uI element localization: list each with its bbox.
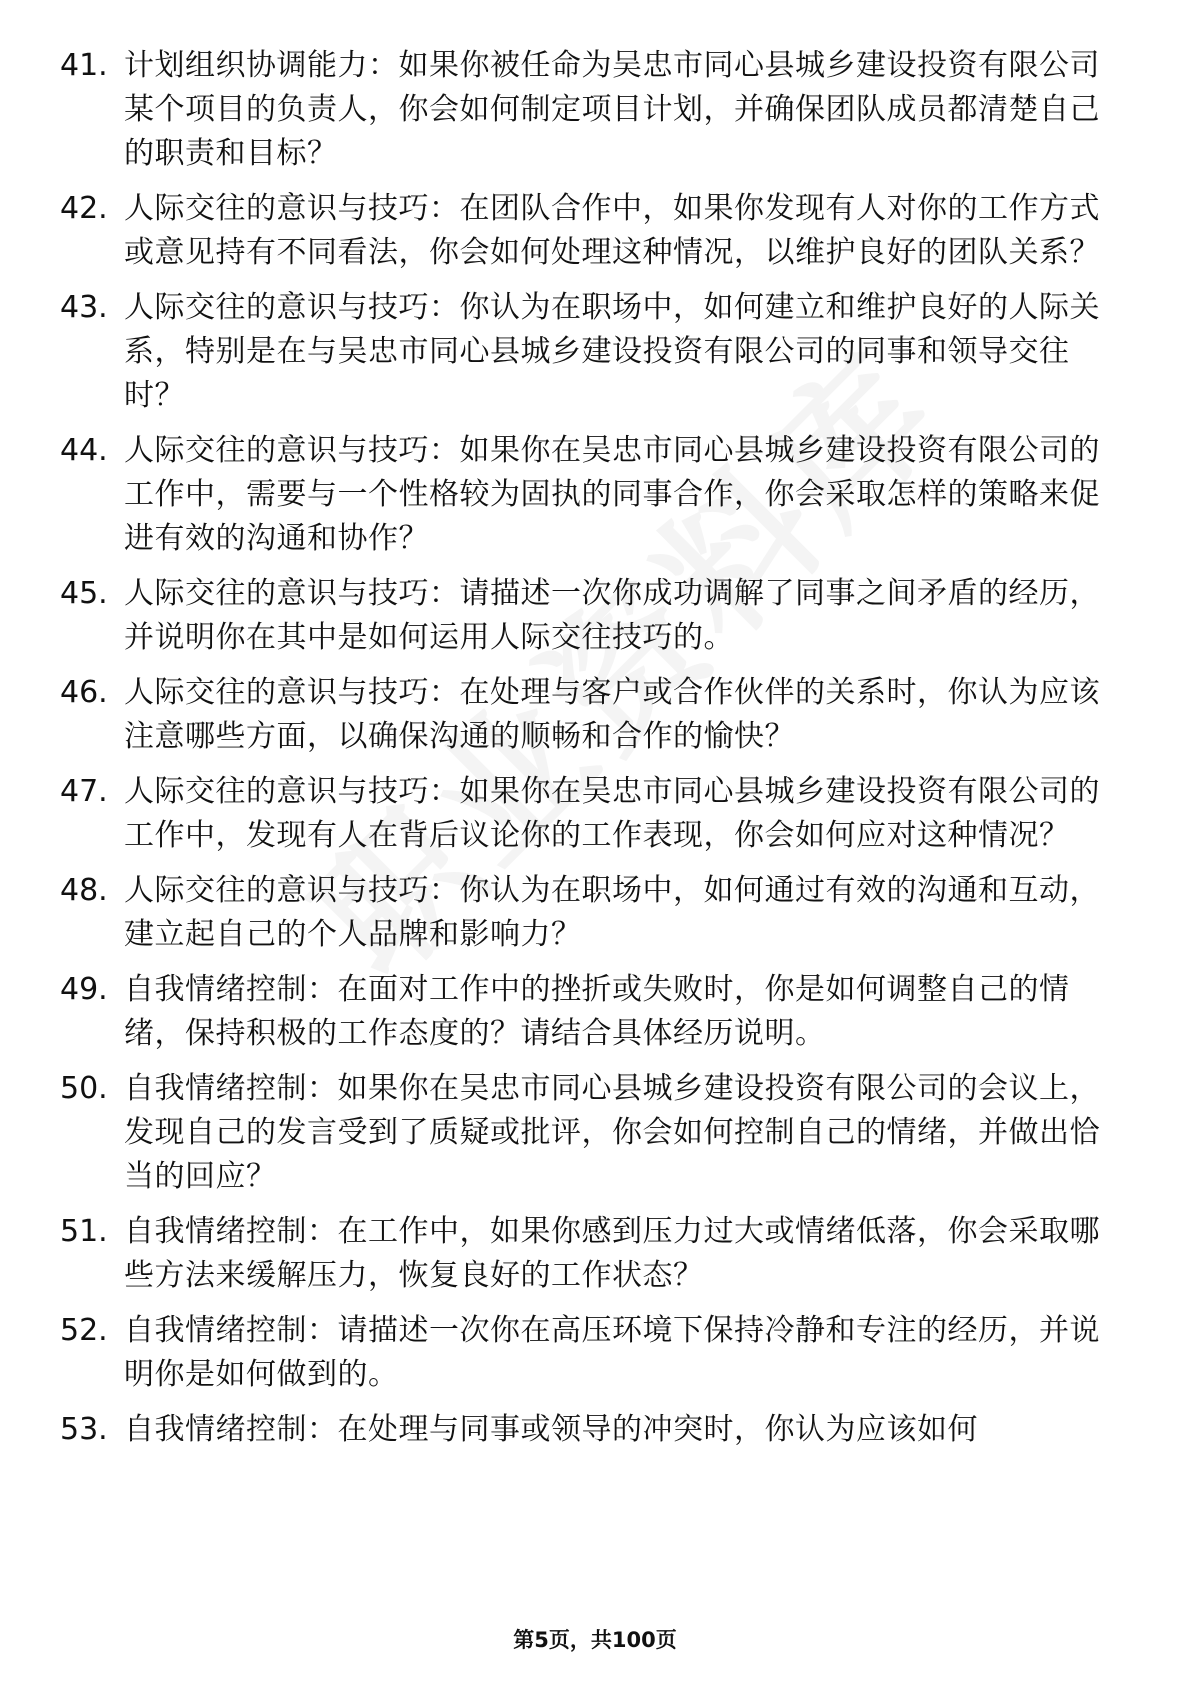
question-text: 自我情绪控制：在工作中，如果你感到压力过大或情绪低落，你会采取哪些方法来缓解压力，恢复良好的工作状态？: [124, 1214, 1100, 1293]
question-item: [60, 968, 1130, 1056]
page-footer: 第5页，共100页: [513, 1628, 677, 1652]
question-number: 45.: [60, 576, 108, 611]
question-item: [60, 44, 1130, 176]
question-number: 41.: [60, 48, 108, 83]
question-list: [60, 44, 1130, 1463]
question-text: 自我情绪控制：在处理与同事或领导的冲突时，你认为应该如何: [124, 1412, 978, 1447]
question-item: [60, 671, 1130, 759]
question-number: 47.: [60, 774, 108, 809]
question-text: 自我情绪控制：在面对工作中的挫折或失败时，你是如何调整自己的情绪，保持积极的工作态度的？请结合具体经历说明。: [124, 972, 1070, 1051]
question-item: [60, 572, 1130, 660]
question-number: 53.: [60, 1412, 108, 1447]
question-text: 人际交往的意识与技巧：在处理与客户或合作伙伴的关系时，你认为应该注意哪些方面，以确保沟通的顺畅和合作的愉快？: [124, 675, 1100, 754]
question-text: 人际交往的意识与技巧：你认为在职场中，如何建立和维护良好的人际关系，特别是在与吴忠市同心县城乡建设投资有限公司的同事和领导交往时？: [124, 290, 1100, 413]
question-item: [60, 869, 1130, 957]
question-item: [60, 286, 1130, 418]
question-item: [60, 1309, 1130, 1397]
question-text: 人际交往的意识与技巧：如果你在吴忠市同心县城乡建设投资有限公司的工作中，发现有人在背后议论你的工作表现，你会如何应对这种情况？: [124, 774, 1100, 853]
question-text: 人际交往的意识与技巧：如果你在吴忠市同心县城乡建设投资有限公司的工作中，需要与一个性格较为固执的同事合作，你会采取怎样的策略来促进有效的沟通和协作？: [124, 433, 1100, 556]
question-text: 自我情绪控制：如果你在吴忠市同心县城乡建设投资有限公司的会议上，发现自己的发言受到了质疑或批评，你会如何控制自己的情绪，并做出恰当的回应？: [124, 1071, 1100, 1194]
question-item: [60, 1067, 1130, 1199]
question-number: 46.: [60, 675, 108, 710]
question-number: 52.: [60, 1313, 108, 1348]
question-number: 43.: [60, 290, 108, 325]
question-number: 42.: [60, 191, 108, 226]
question-text: 人际交往的意识与技巧：请描述一次你成功调解了同事之间矛盾的经历，并说明你在其中是如何运用人际交往技巧的。: [124, 576, 1100, 655]
question-number: 50.: [60, 1071, 108, 1106]
question-number: 49.: [60, 972, 108, 1007]
question-text: 人际交往的意识与技巧：在团队合作中，如果你发现有人对你的工作方式或意见持有不同看法，你会如何处理这种情况，以维护良好的团队关系？: [124, 191, 1100, 270]
question-number: 44.: [60, 433, 108, 468]
question-text: 自我情绪控制：请描述一次你在高压环境下保持冷静和专注的经历，并说明你是如何做到的。: [124, 1313, 1100, 1392]
question-number: 48.: [60, 873, 108, 908]
question-item: [60, 1210, 1130, 1298]
question-item: [60, 187, 1130, 275]
question-text: 计划组织协调能力：如果你被任命为吴忠市同心县城乡建设投资有限公司某个项目的负责人，你会如何制定项目计划，并确保团队成员都清楚自己的职责和目标？: [124, 48, 1100, 171]
question-item: [60, 429, 1130, 561]
question-item: [60, 1408, 1130, 1452]
question-number: 51.: [60, 1214, 108, 1249]
question-text: 人际交往的意识与技巧：你认为在职场中，如何通过有效的沟通和互动，建立起自己的个人品牌和影响力？: [124, 873, 1100, 952]
question-item: [60, 770, 1130, 858]
